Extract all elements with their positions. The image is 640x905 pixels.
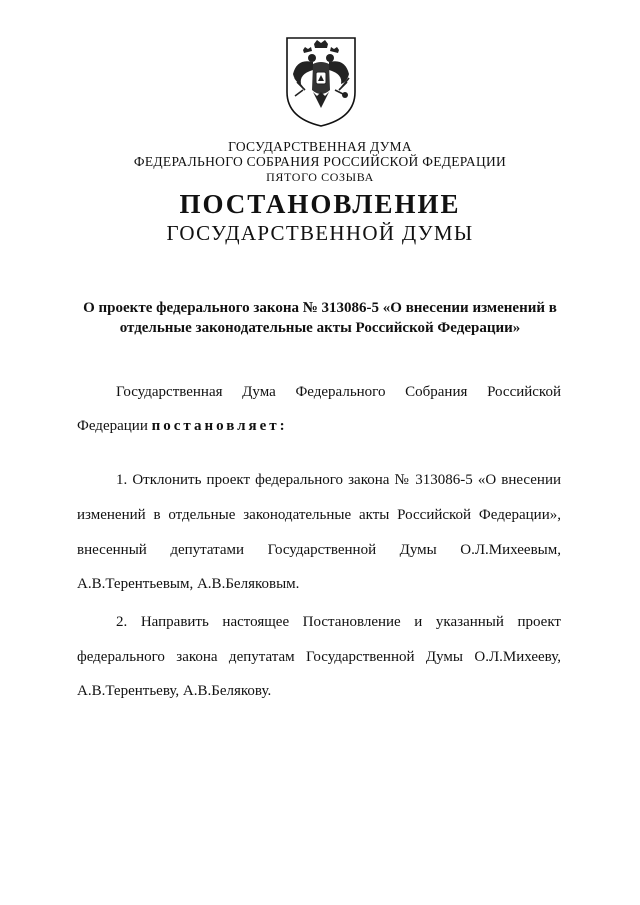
russian-coat-of-arms-icon (283, 34, 359, 130)
document-title: ПОСТАНОВЛЕНИЕ (179, 189, 461, 219)
document-subtitle: ГОСУДАРСТВЕННОЙ ДУМЫ (166, 221, 474, 245)
paragraph-2-line: А.В.Терентьеву, А.В.Белякову. (77, 683, 272, 699)
paragraph-2-line: федерального закона депутатам Государственной Думы О.Л.Михееву, (77, 649, 561, 665)
intro-line (77, 418, 561, 435)
paragraph-2-line: 2. Направить настоящее Постановление и указанный проект (116, 614, 561, 630)
paragraph-1-line: 1. Отклонить проект федерального закона № 313086-5 «О внесении (116, 472, 561, 488)
paragraph-1-line: внесенный депутатами Государственной Думы О.Л.Михеевым, (77, 542, 561, 558)
subject-line-2: отдельные законодательные акты Российской Федерации» (119, 320, 521, 336)
subject-line-1: О проекте федерального закона № 313086-5 «О внесении изменений в (83, 300, 557, 316)
convocation: ПЯТОГО СОЗЫВА (266, 170, 374, 184)
paragraph-1-line: А.В.Терентьевым, А.В.Беляковым. (77, 576, 300, 592)
intro-line: Государственная Дума Федерального Собрания Российской (116, 384, 561, 400)
organization-name: ГОСУДАРСТВЕННАЯ ДУМА (228, 139, 412, 154)
intro-prefix: Федерации (77, 418, 152, 434)
resolution-verb: постановляет: (151, 418, 288, 434)
paragraph-1-line: изменений в отдельные законодательные акты Российской Федерации», (77, 507, 561, 523)
organization-parent: ФЕДЕРАЛЬНОГО СОБРАНИЯ РОССИЙСКОЙ ФЕДЕРАЦИИ (133, 154, 507, 169)
